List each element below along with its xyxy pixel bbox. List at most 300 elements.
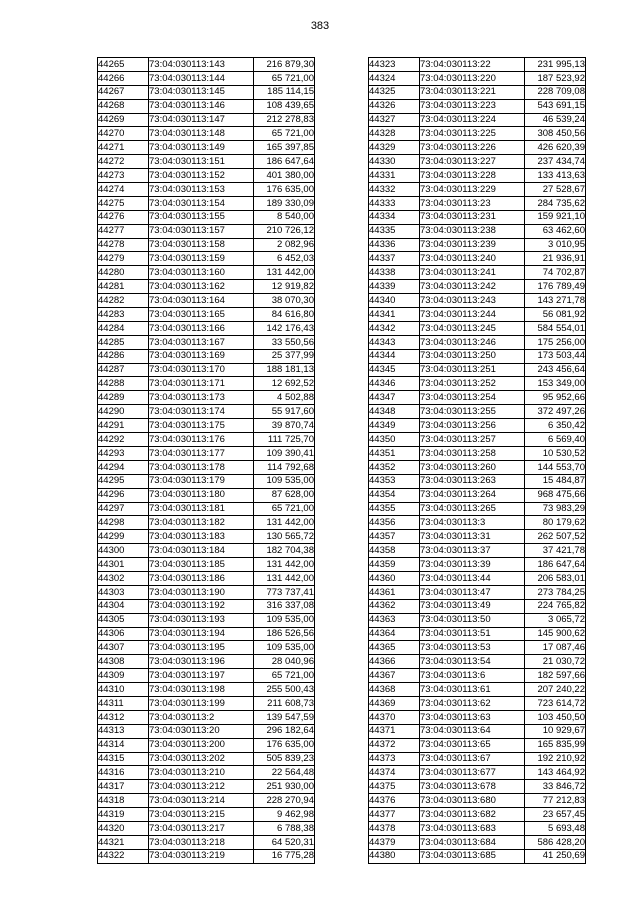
- amount-cell: 273 784,25: [525, 585, 586, 599]
- table-row: [98, 85, 315, 99]
- table-row: [98, 335, 315, 349]
- table-row: [369, 502, 586, 516]
- amount-cell: 3 010,95: [525, 238, 586, 252]
- table-row: [369, 321, 586, 335]
- amount-cell: 543 691,15: [525, 99, 586, 113]
- amount-cell: 15 484,87: [525, 474, 586, 488]
- table-row: [98, 641, 315, 655]
- table-row: [98, 238, 315, 252]
- row-id-cell: 44315: [98, 752, 149, 766]
- cadastral-code-cell: 73:04:030113:147: [149, 113, 254, 127]
- row-id-cell: 44310: [98, 683, 149, 697]
- row-id-cell: 44368: [369, 683, 420, 697]
- row-id-cell: 44337: [369, 252, 420, 266]
- row-id-cell: 44308: [98, 655, 149, 669]
- cadastral-code-cell: 73:04:030113:165: [149, 308, 254, 322]
- cadastral-code-cell: 73:04:030113:37: [420, 544, 525, 558]
- row-id-cell: 44282: [98, 294, 149, 308]
- cadastral-code-cell: 73:04:030113:197: [149, 669, 254, 683]
- table-row: [98, 724, 315, 738]
- table-row: [98, 196, 315, 210]
- amount-cell: 65 721,00: [254, 502, 315, 516]
- cadastral-code-cell: 73:04:030113:194: [149, 627, 254, 641]
- table-row: [98, 794, 315, 808]
- row-id-cell: 44298: [98, 516, 149, 530]
- cadastral-code-cell: 73:04:030113:264: [420, 488, 525, 502]
- amount-cell: 316 337,08: [254, 599, 315, 613]
- row-id-cell: 44338: [369, 266, 420, 280]
- amount-cell: 56 081,92: [525, 308, 586, 322]
- amount-cell: 33 846,72: [525, 780, 586, 794]
- cadastral-code-cell: 73:04:030113:223: [420, 99, 525, 113]
- table-row: [98, 488, 315, 502]
- cadastral-code-cell: 73:04:030113:263: [420, 474, 525, 488]
- row-id-cell: 44352: [369, 460, 420, 474]
- cadastral-code-cell: 73:04:030113:225: [420, 127, 525, 141]
- table-row: [98, 516, 315, 530]
- cadastral-code-cell: 73:04:030113:149: [149, 141, 254, 155]
- row-id-cell: 44373: [369, 752, 420, 766]
- row-id-cell: 44362: [369, 599, 420, 613]
- row-id-cell: 44305: [98, 613, 149, 627]
- table-row: [369, 169, 586, 183]
- table-row: [98, 821, 315, 835]
- row-id-cell: 44316: [98, 766, 149, 780]
- row-id-cell: 44293: [98, 446, 149, 460]
- amount-cell: 143 464,92: [525, 766, 586, 780]
- row-id-cell: 44351: [369, 446, 420, 460]
- row-id-cell: 44332: [369, 183, 420, 197]
- cadastral-code-cell: 73:04:030113:22: [420, 58, 525, 72]
- cadastral-code-cell: 73:04:030113:186: [149, 571, 254, 585]
- amount-cell: 586 428,20: [525, 835, 586, 849]
- amount-cell: 159 921,10: [525, 210, 586, 224]
- cadastral-code-cell: 73:04:030113:682: [420, 808, 525, 822]
- cadastral-code-cell: 73:04:030113:245: [420, 321, 525, 335]
- cadastral-code-cell: 73:04:030113:199: [149, 696, 254, 710]
- amount-cell: 165 397,85: [254, 141, 315, 155]
- cadastral-code-cell: 73:04:030113:152: [149, 169, 254, 183]
- cadastral-code-cell: 73:04:030113:160: [149, 266, 254, 280]
- cadastral-code-cell: 73:04:030113:31: [420, 530, 525, 544]
- table-row: [98, 571, 315, 585]
- table-row: [98, 599, 315, 613]
- amount-cell: 189 330,09: [254, 196, 315, 210]
- cadastral-code-cell: 73:04:030113:224: [420, 113, 525, 127]
- cadastral-code-cell: 73:04:030113:3: [420, 516, 525, 530]
- row-id-cell: 44299: [98, 530, 149, 544]
- amount-cell: 228 270,94: [254, 794, 315, 808]
- row-id-cell: 44339: [369, 280, 420, 294]
- table-row: [98, 474, 315, 488]
- cadastral-code-cell: 73:04:030113:219: [149, 849, 254, 863]
- row-id-cell: 44358: [369, 544, 420, 558]
- amount-cell: 10 530,52: [525, 446, 586, 460]
- cadastral-code-cell: 73:04:030113:169: [149, 349, 254, 363]
- cadastral-code-cell: 73:04:030113:246: [420, 335, 525, 349]
- cadastral-code-cell: 73:04:030113:212: [149, 780, 254, 794]
- amount-cell: 5 693,48: [525, 821, 586, 835]
- amount-cell: 185 114,15: [254, 85, 315, 99]
- cadastral-code-cell: 73:04:030113:214: [149, 794, 254, 808]
- row-id-cell: 44377: [369, 808, 420, 822]
- cadastral-code-cell: 73:04:030113:54: [420, 655, 525, 669]
- table-row: [369, 419, 586, 433]
- cadastral-code-cell: 73:04:030113:171: [149, 377, 254, 391]
- amount-cell: 139 547,59: [254, 710, 315, 724]
- table-row: [98, 71, 315, 85]
- cadastral-code-cell: 73:04:030113:50: [420, 613, 525, 627]
- amount-cell: 108 439,65: [254, 99, 315, 113]
- table-row: [369, 266, 586, 280]
- cadastral-code-cell: 73:04:030113:218: [149, 835, 254, 849]
- table-row: [369, 488, 586, 502]
- row-id-cell: 44283: [98, 308, 149, 322]
- amount-cell: 968 475,66: [525, 488, 586, 502]
- table-row: [369, 224, 586, 238]
- amount-cell: 175 256,00: [525, 335, 586, 349]
- row-id-cell: 44376: [369, 794, 420, 808]
- row-id-cell: 44379: [369, 835, 420, 849]
- table-row: [98, 169, 315, 183]
- amount-cell: 144 553,70: [525, 460, 586, 474]
- table-row: [98, 696, 315, 710]
- amount-cell: 46 539,24: [525, 113, 586, 127]
- cadastral-code-cell: 73:04:030113:254: [420, 391, 525, 405]
- amount-cell: 210 726,12: [254, 224, 315, 238]
- row-id-cell: 44309: [98, 669, 149, 683]
- row-id-cell: 44364: [369, 627, 420, 641]
- row-id-cell: 44304: [98, 599, 149, 613]
- amount-cell: 401 380,00: [254, 169, 315, 183]
- cadastral-code-cell: 73:04:030113:158: [149, 238, 254, 252]
- table-row: [98, 155, 315, 169]
- row-id-cell: 44329: [369, 141, 420, 155]
- cadastral-code-cell: 73:04:030113:256: [420, 419, 525, 433]
- row-id-cell: 44324: [369, 71, 420, 85]
- table-row: [98, 280, 315, 294]
- cadastral-code-cell: 73:04:030113:228: [420, 169, 525, 183]
- amount-cell: 3 065,72: [525, 613, 586, 627]
- amount-cell: 131 442,00: [254, 571, 315, 585]
- table-row: [98, 349, 315, 363]
- cadastral-code-cell: 73:04:030113:258: [420, 446, 525, 460]
- row-id-cell: 44353: [369, 474, 420, 488]
- table-row: [369, 99, 586, 113]
- amount-cell: 187 523,92: [525, 71, 586, 85]
- amount-cell: 192 210,92: [525, 752, 586, 766]
- row-id-cell: 44290: [98, 405, 149, 419]
- right-table-body: [369, 58, 586, 864]
- cadastral-code-cell: 73:04:030113:226: [420, 141, 525, 155]
- amount-cell: 109 535,00: [254, 474, 315, 488]
- cadastral-code-cell: 73:04:030113:49: [420, 599, 525, 613]
- amount-cell: 224 765,82: [525, 599, 586, 613]
- amount-cell: 262 507,52: [525, 530, 586, 544]
- row-id-cell: 44301: [98, 558, 149, 572]
- cadastral-code-cell: 73:04:030113:196: [149, 655, 254, 669]
- row-id-cell: 44349: [369, 419, 420, 433]
- cadastral-code-cell: 73:04:030113:683: [420, 821, 525, 835]
- amount-cell: 65 721,00: [254, 127, 315, 141]
- table-row: [369, 280, 586, 294]
- cadastral-code-cell: 73:04:030113:240: [420, 252, 525, 266]
- cadastral-code-cell: 73:04:030113:244: [420, 308, 525, 322]
- cadastral-code-cell: 73:04:030113:252: [420, 377, 525, 391]
- cadastral-code-cell: 73:04:030113:159: [149, 252, 254, 266]
- table-row: [98, 183, 315, 197]
- amount-cell: 255 500,43: [254, 683, 315, 697]
- amount-cell: 55 917,60: [254, 405, 315, 419]
- table-row: [369, 155, 586, 169]
- table-row: [98, 363, 315, 377]
- table-row: [369, 58, 586, 72]
- row-id-cell: 44372: [369, 738, 420, 752]
- row-id-cell: 44321: [98, 835, 149, 849]
- row-id-cell: 44330: [369, 155, 420, 169]
- cadastral-code-cell: 73:04:030113:202: [149, 752, 254, 766]
- amount-cell: 186 526,56: [254, 627, 315, 641]
- row-id-cell: 44333: [369, 196, 420, 210]
- amount-cell: 114 792,68: [254, 460, 315, 474]
- cadastral-code-cell: 73:04:030113:215: [149, 808, 254, 822]
- amount-cell: 130 565,72: [254, 530, 315, 544]
- row-id-cell: 44291: [98, 419, 149, 433]
- amount-cell: 145 900,62: [525, 627, 586, 641]
- table-row: [98, 446, 315, 460]
- table-row: [369, 627, 586, 641]
- row-id-cell: 44278: [98, 238, 149, 252]
- table-row: [369, 710, 586, 724]
- amount-cell: 584 554,01: [525, 321, 586, 335]
- table-row: [369, 585, 586, 599]
- amount-cell: 21 936,91: [525, 252, 586, 266]
- cadastral-code-cell: 73:04:030113:53: [420, 641, 525, 655]
- amount-cell: 165 835,99: [525, 738, 586, 752]
- cadastral-code-cell: 73:04:030113:144: [149, 71, 254, 85]
- amount-cell: 84 616,80: [254, 308, 315, 322]
- cadastral-code-cell: 73:04:030113:231: [420, 210, 525, 224]
- row-id-cell: 44285: [98, 335, 149, 349]
- row-id-cell: 44272: [98, 155, 149, 169]
- row-id-cell: 44292: [98, 433, 149, 447]
- cadastral-code-cell: 73:04:030113:154: [149, 196, 254, 210]
- amount-cell: 27 528,67: [525, 183, 586, 197]
- table-row: [369, 210, 586, 224]
- cadastral-code-cell: 73:04:030113:151: [149, 155, 254, 169]
- table-row: [369, 308, 586, 322]
- row-id-cell: 44270: [98, 127, 149, 141]
- row-id-cell: 44297: [98, 502, 149, 516]
- table-row: [369, 724, 586, 738]
- amount-cell: 111 725,70: [254, 433, 315, 447]
- cadastral-code-cell: 73:04:030113:198: [149, 683, 254, 697]
- amount-cell: 6 569,40: [525, 433, 586, 447]
- row-id-cell: 44267: [98, 85, 149, 99]
- table-row: [369, 669, 586, 683]
- row-id-cell: 44266: [98, 71, 149, 85]
- row-id-cell: 44359: [369, 558, 420, 572]
- row-id-cell: 44279: [98, 252, 149, 266]
- row-id-cell: 44276: [98, 210, 149, 224]
- table-row: [98, 252, 315, 266]
- amount-cell: 231 995,13: [525, 58, 586, 72]
- amount-cell: 65 721,00: [254, 71, 315, 85]
- table-row: [369, 738, 586, 752]
- amount-cell: 182 597,66: [525, 669, 586, 683]
- amount-cell: 131 442,00: [254, 558, 315, 572]
- row-id-cell: 44269: [98, 113, 149, 127]
- table-row: [369, 433, 586, 447]
- row-id-cell: 44306: [98, 627, 149, 641]
- amount-cell: 33 550,56: [254, 335, 315, 349]
- amount-cell: 28 040,96: [254, 655, 315, 669]
- table-row: [369, 141, 586, 155]
- table-row: [98, 113, 315, 127]
- amount-cell: 87 628,00: [254, 488, 315, 502]
- amount-cell: 63 462,60: [525, 224, 586, 238]
- amount-cell: 80 179,62: [525, 516, 586, 530]
- table-row: [98, 321, 315, 335]
- amount-cell: 211 608,73: [254, 696, 315, 710]
- row-id-cell: 44354: [369, 488, 420, 502]
- table-row: [369, 196, 586, 210]
- cadastral-code-cell: 73:04:030113:181: [149, 502, 254, 516]
- row-id-cell: 44284: [98, 321, 149, 335]
- table-row: [369, 613, 586, 627]
- amount-cell: 6 452,03: [254, 252, 315, 266]
- row-id-cell: 44346: [369, 377, 420, 391]
- table-row: [369, 752, 586, 766]
- amount-cell: 16 775,28: [254, 849, 315, 863]
- table-row: [369, 571, 586, 585]
- row-id-cell: 44326: [369, 99, 420, 113]
- row-id-cell: 44319: [98, 808, 149, 822]
- amount-cell: 228 709,08: [525, 85, 586, 99]
- cadastral-code-cell: 73:04:030113:2: [149, 710, 254, 724]
- cadastral-code-cell: 73:04:030113:174: [149, 405, 254, 419]
- table-row: [98, 613, 315, 627]
- table-row: [369, 252, 586, 266]
- table-row: [98, 266, 315, 280]
- cadastral-code-cell: 73:04:030113:65: [420, 738, 525, 752]
- row-id-cell: 44350: [369, 433, 420, 447]
- table-row: [369, 849, 586, 863]
- table-row: [369, 599, 586, 613]
- cadastral-code-cell: 73:04:030113:192: [149, 599, 254, 613]
- row-id-cell: 44342: [369, 321, 420, 335]
- cadastral-code-cell: 73:04:030113:257: [420, 433, 525, 447]
- row-id-cell: 44356: [369, 516, 420, 530]
- cadastral-code-cell: 73:04:030113:200: [149, 738, 254, 752]
- amount-cell: 133 413,63: [525, 169, 586, 183]
- amount-cell: 186 647,64: [525, 558, 586, 572]
- table-row: [98, 224, 315, 238]
- table-row: [369, 71, 586, 85]
- table-row: [369, 127, 586, 141]
- amount-cell: 21 030,72: [525, 655, 586, 669]
- amount-cell: 426 620,39: [525, 141, 586, 155]
- right-table: [368, 57, 586, 864]
- cadastral-code-cell: 73:04:030113:241: [420, 266, 525, 280]
- amount-cell: 173 503,44: [525, 349, 586, 363]
- table-row: [98, 585, 315, 599]
- table-row: [369, 405, 586, 419]
- cadastral-code-cell: 73:04:030113:180: [149, 488, 254, 502]
- amount-cell: 186 647,64: [254, 155, 315, 169]
- row-id-cell: 44361: [369, 585, 420, 599]
- row-id-cell: 44343: [369, 335, 420, 349]
- cadastral-code-cell: 73:04:030113:260: [420, 460, 525, 474]
- amount-cell: 308 450,56: [525, 127, 586, 141]
- row-id-cell: 44302: [98, 571, 149, 585]
- amount-cell: 103 450,50: [525, 710, 586, 724]
- table-row: [369, 85, 586, 99]
- cadastral-code-cell: 73:04:030113:47: [420, 585, 525, 599]
- table-row: [369, 808, 586, 822]
- cadastral-code-cell: 73:04:030113:44: [420, 571, 525, 585]
- row-id-cell: 44300: [98, 544, 149, 558]
- table-row: [98, 530, 315, 544]
- table-row: [369, 780, 586, 794]
- row-id-cell: 44323: [369, 58, 420, 72]
- amount-cell: 6 788,38: [254, 821, 315, 835]
- cadastral-code-cell: 73:04:030113:185: [149, 558, 254, 572]
- row-id-cell: 44365: [369, 641, 420, 655]
- table-row: [369, 183, 586, 197]
- row-id-cell: 44286: [98, 349, 149, 363]
- table-row: [98, 835, 315, 849]
- table-row: [369, 294, 586, 308]
- row-id-cell: 44313: [98, 724, 149, 738]
- amount-cell: 773 737,41: [254, 585, 315, 599]
- row-id-cell: 44320: [98, 821, 149, 835]
- amount-cell: 109 535,00: [254, 613, 315, 627]
- cadastral-code-cell: 73:04:030113:251: [420, 363, 525, 377]
- cadastral-code-cell: 73:04:030113:227: [420, 155, 525, 169]
- table-row: [369, 113, 586, 127]
- amount-cell: 131 442,00: [254, 516, 315, 530]
- amount-cell: 251 930,00: [254, 780, 315, 794]
- row-id-cell: 44317: [98, 780, 149, 794]
- cadastral-code-cell: 73:04:030113:145: [149, 85, 254, 99]
- row-id-cell: 44331: [369, 169, 420, 183]
- row-id-cell: 44375: [369, 780, 420, 794]
- cadastral-code-cell: 73:04:030113:23: [420, 196, 525, 210]
- amount-cell: 6 350,42: [525, 419, 586, 433]
- cadastral-code-cell: 73:04:030113:162: [149, 280, 254, 294]
- amount-cell: 12 919,82: [254, 280, 315, 294]
- cadastral-code-cell: 73:04:030113:193: [149, 613, 254, 627]
- cadastral-code-cell: 73:04:030113:183: [149, 530, 254, 544]
- table-row: [98, 294, 315, 308]
- cadastral-code-cell: 73:04:030113:51: [420, 627, 525, 641]
- amount-cell: 8 540,00: [254, 210, 315, 224]
- row-id-cell: 44328: [369, 127, 420, 141]
- amount-cell: 4 502,88: [254, 391, 315, 405]
- amount-cell: 296 182,64: [254, 724, 315, 738]
- row-id-cell: 44348: [369, 405, 420, 419]
- amount-cell: 2 082,96: [254, 238, 315, 252]
- table-row: [369, 474, 586, 488]
- cadastral-code-cell: 73:04:030113:170: [149, 363, 254, 377]
- amount-cell: 12 692,52: [254, 377, 315, 391]
- table-row: [369, 794, 586, 808]
- cadastral-code-cell: 73:04:030113:62: [420, 696, 525, 710]
- cadastral-code-cell: 73:04:030113:39: [420, 558, 525, 572]
- table-row: [98, 710, 315, 724]
- table-row: [369, 655, 586, 669]
